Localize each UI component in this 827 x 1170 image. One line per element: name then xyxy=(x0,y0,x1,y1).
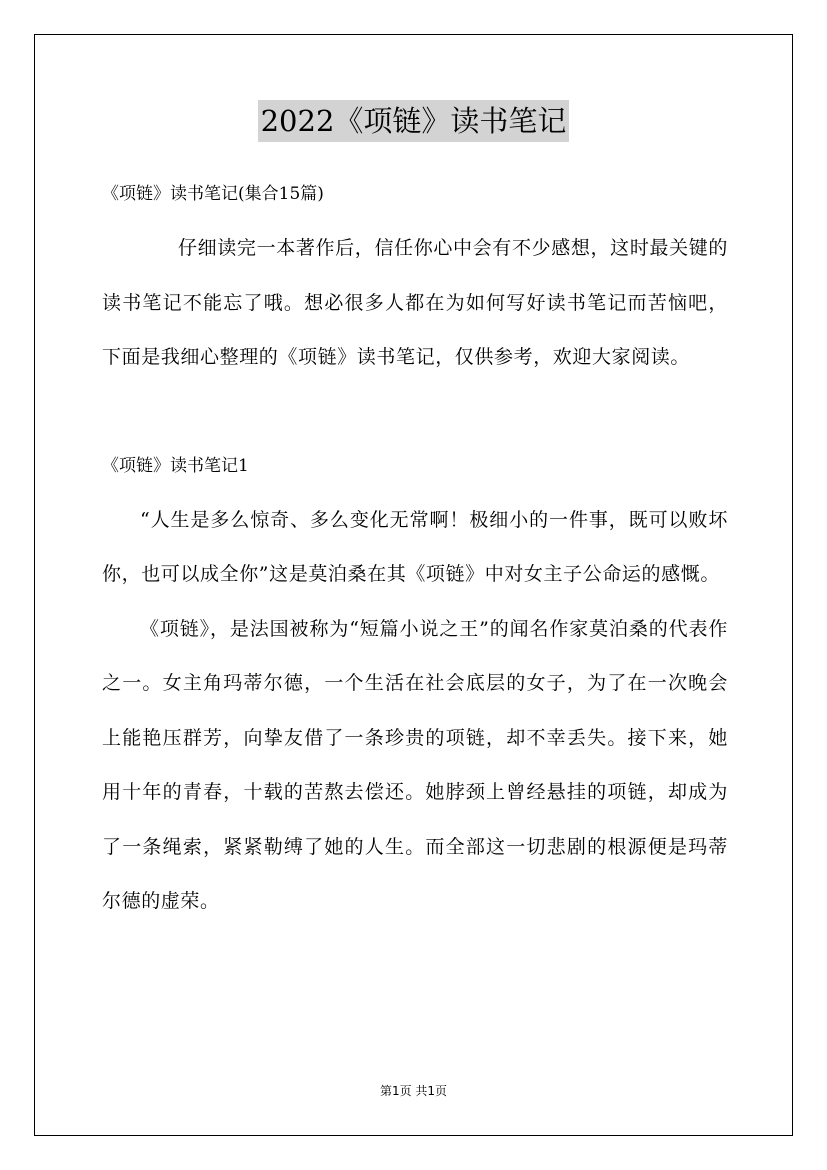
title-container xyxy=(0,100,827,142)
intro-paragraph: 仔细读完一本著作后，信任你心中会有不少感想，这时最关键的读书笔记不能忘了哦。想必很多人都在为如何写好读书笔记而苦恼吧，下面是我细心整理的《项链》读书笔记，仅供参考，欢迎大家阅读。 xyxy=(102,237,728,368)
section-spacer xyxy=(102,385,728,439)
document-body xyxy=(102,167,728,929)
document-subtitle: 《项链》读书笔记(集合15篇) xyxy=(102,184,324,204)
page-footer: 第1页 共1页 xyxy=(379,1084,448,1098)
body-paragraph-1: “人生是多么惊奇、多么变化无常啊！极细小的一件事，既可以败坏你，也可以成全你”这是莫泊桑在其《项链》中对女主子公命运的感慨。 xyxy=(102,508,728,585)
body-paragraph-2: 《项链》，是法国被称为“短篇小说之王”的闻名作家莫泊桑的代表作之一。女主角玛蒂尔德，一个生活在社会底层的女子，为了在一次晚会上能艳压群芳，向挚友借了一条珍贵的项链，却不幸丢失。接下来，她用十年的青春，十载的苦熬去偿还。她脖颈上曾经悬挂的项链，却成为了一条绳索，紧紧勒缚了她的人生。而全部这一切悲剧的根源便是玛蒂尔德的虚荣。 xyxy=(102,617,728,912)
section-heading: 《项链》读书笔记1 xyxy=(102,455,249,476)
document-title: 2022《项链》读书笔记 xyxy=(258,100,570,142)
